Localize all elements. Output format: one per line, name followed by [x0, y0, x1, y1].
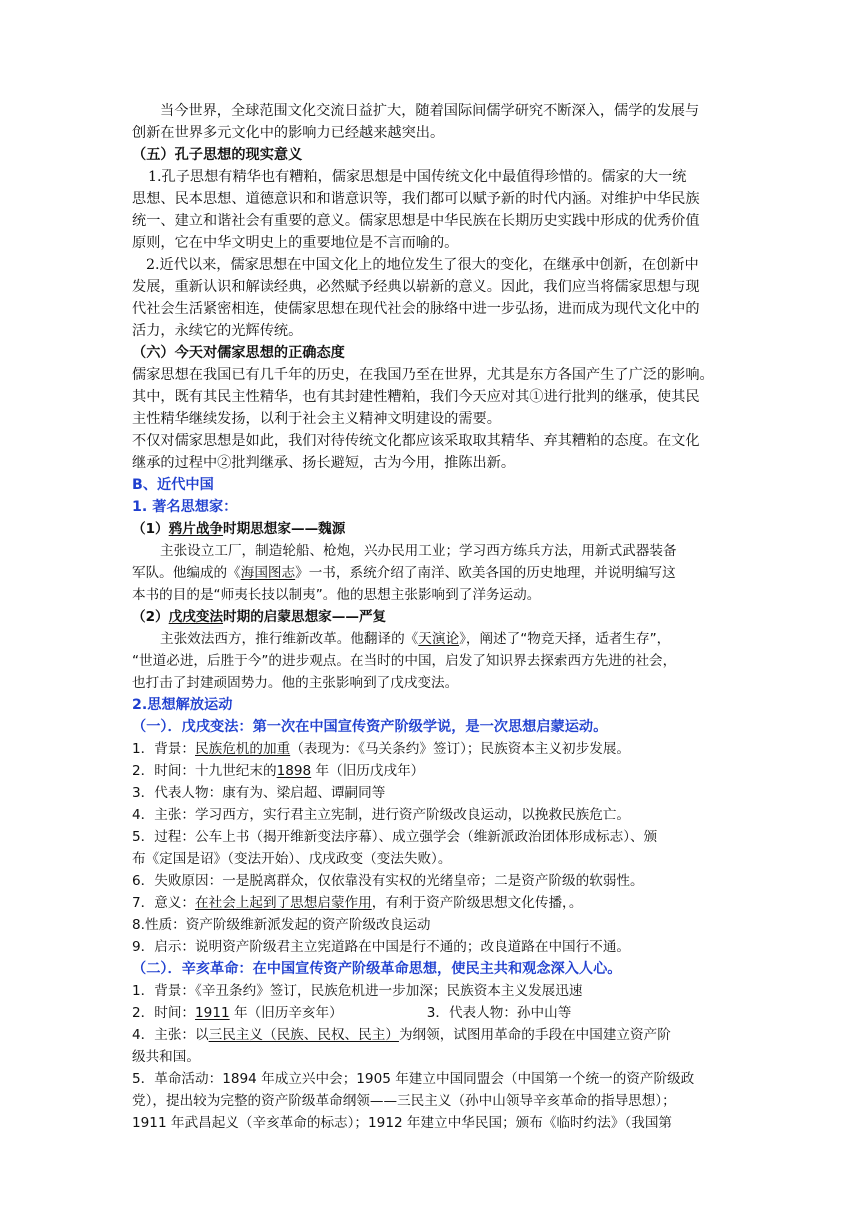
list-item: 党），提出较为完整的资产阶级革命纲领——三民主义（孙中山领导辛亥革命的指导思想）； — [132, 1093, 676, 1109]
text-run: 》一书，系统介绍了南洋、欧美各国的历史地理，并说明编写这 — [295, 565, 676, 581]
paragraph-line: “世道必进，后胜于今”的进步观点。在当时的中国，启发了知识界去探索西方先进的社会， — [132, 653, 677, 669]
text-run: 》，阐述了“物竞天择，适者生存”， — [459, 631, 671, 647]
text-run: 3．代表人物：孙中山等 — [426, 1005, 572, 1021]
text-run: 2．时间：十九世纪末的 — [132, 763, 277, 779]
heading-prefix: （1） — [132, 521, 169, 537]
underlined-term: 海国图志 — [240, 565, 296, 581]
paragraph-line: 儒家思想在我国已有几千年的历史，在我国乃至在世界，尤其是东方各国产生了广泛的影响。 — [132, 367, 714, 383]
text-run: 年（旧历辛亥年） — [229, 1005, 343, 1021]
text-run: 为纲领，试图用革命的手段在中国建立资产阶 — [398, 1027, 671, 1043]
list-item — [132, 892, 732, 914]
list-item: 9．启示：说明资产阶级君主立宪道路在中国是行不通的；改良道路在中国行不通。 — [132, 939, 631, 955]
text-run: 4．主张：以 — [132, 1027, 209, 1043]
list-item: 6．失败原因：一是脱离群众，仅依靠没有实权的光绪皇帝；二是资产阶级的软弱性。 — [132, 873, 644, 889]
paragraph-line: 原则，它在中华文明史上的重要地位是不言而喻的。 — [132, 235, 459, 251]
paragraph-line: 1.孔子思想有精华也有糟粕，儒家思想是中国传统文化中最值得珍惜的。儒家的大一统 — [148, 169, 687, 185]
paragraph-line: 发展，重新认识和解读经典，必然赋予经典以崭新的意义。因此，我们应当将儒家思想与现 — [132, 279, 700, 295]
underlined-term: 戊戌变法 — [168, 609, 224, 625]
topic-heading: （二）．辛亥革命：在中国宣传资产阶级革命思想，使民主共和观念深入人心。 — [132, 961, 622, 977]
list-item: 1．背景：《辛丑条约》签订，民族危机进一步加深；民族资本主义发展迅速 — [132, 983, 583, 999]
text-run: 7．意义： — [132, 895, 196, 911]
list-item — [132, 760, 732, 782]
list-item — [132, 738, 732, 760]
paragraph-line: 思想、民本思想、道德意识和和谐意识等，我们都可以赋予新的时代内涵。对维护中华民族 — [132, 191, 700, 207]
paragraph-line: 当今世界，全球范围文化交流日益扩大，随着国际间儒学研究不断深入，儒学的发展与 — [160, 103, 700, 119]
list-item — [132, 1002, 732, 1024]
underlined-term: 1911 — [195, 1005, 230, 1021]
section-heading: （六）今天对儒家思想的正确态度 — [132, 345, 345, 361]
section-heading: （五）孔子思想的现实意义 — [132, 147, 303, 163]
text-run: 年（旧历戊戌年） — [311, 763, 425, 779]
paragraph-line: 活力，永续它的光辉传统。 — [132, 323, 303, 339]
paragraph-line: 主张设立工厂，制造轮船、枪炮，兴办民用工业；学习西方练兵方法，用新式武器装备 — [160, 543, 677, 559]
topic-heading: （一）．戊戌变法：第一次在中国宣传资产阶级学说，是一次思想启蒙运动。 — [132, 719, 608, 735]
heading-suffix: 时期的启蒙思想家——严复 — [223, 609, 387, 625]
list-item: 3．代表人物：康有为、梁启超、谭嗣同等 — [132, 785, 386, 801]
paragraph-line: 2.近代以来，儒家思想在中国文化上的地位发生了很大的变化，在继承中创新，在创新中 — [146, 257, 699, 273]
paragraph-line — [132, 628, 732, 650]
chapter-subheading: 1. 著名思想家： — [132, 499, 238, 515]
underlined-term: 在社会上起到了思想启蒙作用 — [195, 895, 372, 911]
list-item: 5．过程：公车上书（揭开维新变法序幕）、成立强学会（维新派政治团体形成标志）、颁 — [132, 829, 658, 845]
text-run: （表现为：《马关条约》签订）；民族资本主义初步发展。 — [290, 741, 631, 757]
heading-suffix: 时期思想家——魏源 — [223, 521, 346, 537]
underlined-term: 1898 — [276, 763, 312, 779]
list-item: 5．革命活动：1894 年成立兴中会；1905 年建立中国同盟会（中国第一个统一的资产阶级政 — [132, 1071, 695, 1087]
text-run: 2．时间： — [132, 1005, 196, 1021]
underlined-term: 鸦片战争 — [168, 521, 224, 537]
paragraph-line: 创新在世界多元文化中的影响力已经越来越突出。 — [132, 125, 445, 141]
text-run: 军队。他编成的《 — [132, 565, 241, 581]
text-run: 1．背景： — [132, 741, 196, 757]
list-item — [132, 1024, 732, 1046]
paragraph-line: 统一、建立和谐社会有重要的意义。儒家思想是中华民族在长期历史实践中形成的优秀价值 — [132, 213, 700, 229]
paragraph-line — [132, 562, 732, 584]
document-page — [132, 100, 732, 1134]
text-run: 主张效法西方，推行维新改革。他翻译的《 — [160, 631, 419, 647]
underlined-term: 三民主义（民族、民权、民主） — [208, 1027, 399, 1043]
list-item: 4．主张：学习西方，实行君主立宪制，进行资产阶级改良运动，以挽救民族危亡。 — [132, 807, 631, 823]
paragraph-line: 代社会生活紧密相连，使儒家思想在现代社会的脉络中进一步弘扬，进而成为现代文化中的 — [132, 301, 700, 317]
thinker-heading — [132, 606, 732, 628]
paragraph-line: 其中，既有其民主性精华，也有其封建性糟粕，我们今天应对其①进行批判的继承，使其民 — [132, 389, 700, 405]
chapter-heading: B、近代中国 — [132, 477, 214, 493]
paragraph-line: 不仅对儒家思想是如此，我们对待传统文化都应该采取取其精华、弃其糟粕的态度。在文化 — [132, 433, 700, 449]
text-run: ，有利于资产阶级思想文化传播，。 — [371, 895, 583, 911]
thinker-heading — [132, 518, 732, 540]
list-item: 布《定国是诏》（变法开始）、戊戌政变（变法失败）。 — [132, 851, 452, 867]
list-item: 1911 年武昌起义（辛亥革命的标志）；1912 年建立中华民国；颁布《临时约法》（我国第 — [132, 1115, 673, 1131]
paragraph-line: 继承的过程中②批判继承、扬长避短，古为今用，推陈出新。 — [132, 455, 516, 471]
chapter-subheading: 2.思想解放运动 — [132, 697, 233, 713]
paragraph-line: 也打击了封建顽固势力。他的主张影响到了戊戌变法。 — [132, 675, 459, 691]
paragraph-line: 主性精华继续发扬，以利于社会主义精神文明建设的需要。 — [132, 411, 501, 427]
underlined-term: 天演论 — [418, 631, 460, 647]
list-item: 级共和国。 — [132, 1049, 200, 1065]
paragraph-line: 本书的目的是“师夷长技以制夷”。他的思想主张影响到了洋务运动。 — [132, 587, 541, 603]
heading-prefix: （2） — [132, 609, 169, 625]
list-item: 8.性质：资产阶级维新派发起的资产阶级改良运动 — [132, 917, 431, 933]
underlined-term: 民族危机的加重 — [195, 741, 291, 757]
